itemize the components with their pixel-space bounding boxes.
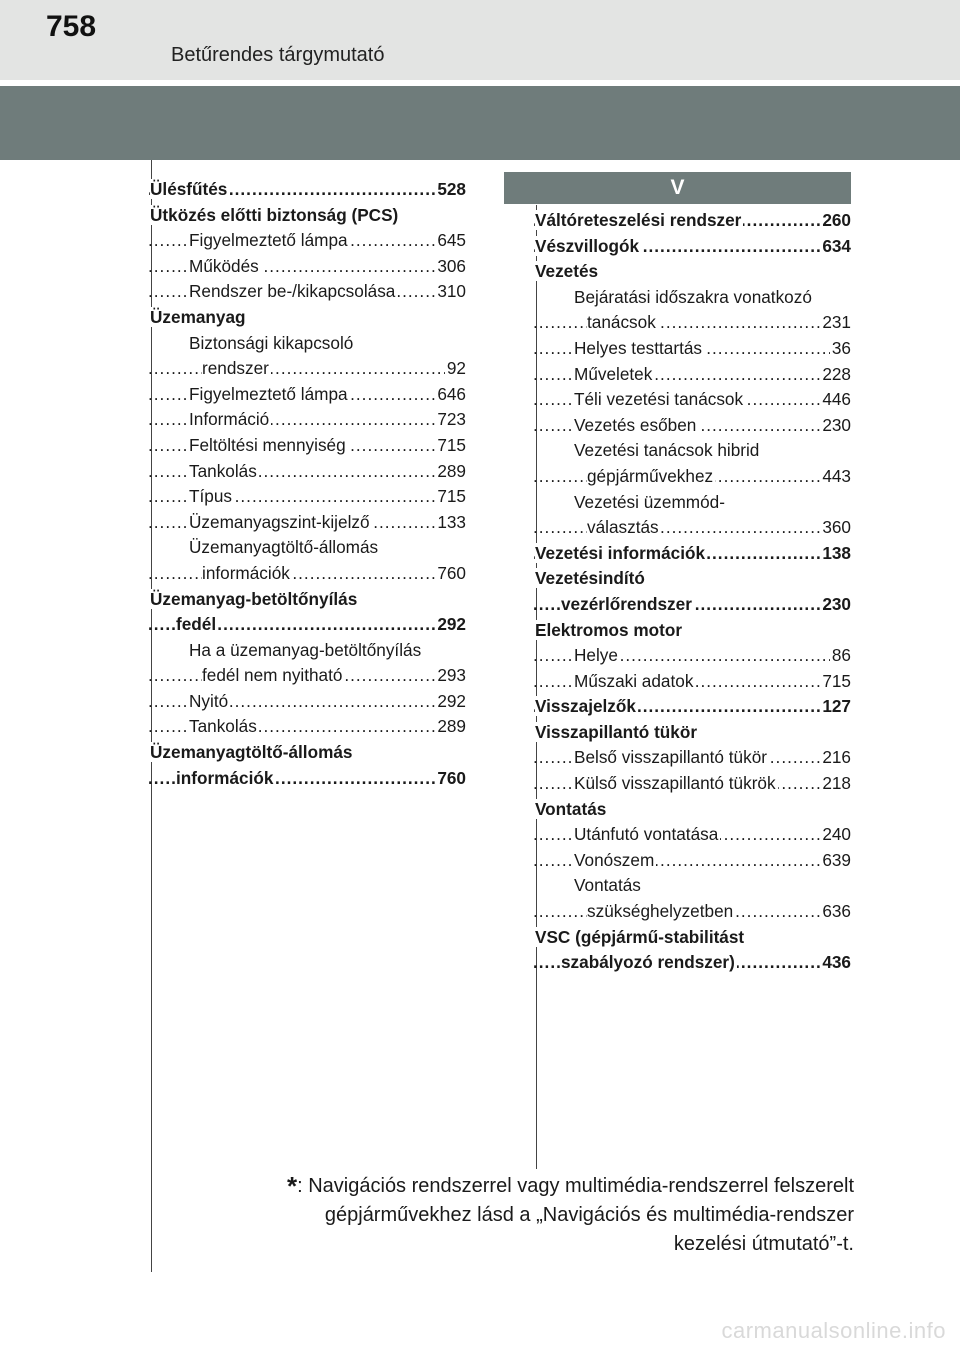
index-entry [533,234,851,260]
index-entry [533,822,851,848]
index-entry [533,310,851,336]
index-entry [533,925,851,951]
index-entry-text: Üzemanyag [150,306,246,327]
index-entry-text: Visszapillantó tükör [535,721,698,742]
index-entry [533,797,851,823]
index-entry-text: Vezetési üzemmód- [574,491,725,512]
index-entry-text: vezérlőrendszer [561,593,692,614]
index-entry [533,848,851,874]
index-entry-page: 436 [820,950,851,976]
index-entry [148,279,466,305]
footnote-line-3: kezelési útmutató”-t. [673,1233,854,1255]
index-entry-text: választás [587,517,659,538]
section-letter: V [670,176,685,199]
index-entry-text: Nyitó [189,690,229,711]
index-entry-text: Biztonsági kikapcsoló [189,332,354,353]
index-entry [533,464,851,490]
index-entry [148,407,466,433]
footnote-text-1: : Navigációs rendszerrel vagy multimédia-rendszerrel felszerelt [297,1175,854,1197]
index-entry-text: Üzemanyagszint-kijelző [189,511,370,532]
index-entry [148,382,466,408]
index-entry-page: 138 [820,541,851,567]
index-entry-page: 133 [435,510,466,536]
index-entry-text: Műveletek [574,363,653,384]
index-entry-text: tanácsok [587,312,656,333]
index-entry [533,771,851,797]
index-entry-text: szabályozó rendszer) [561,952,735,973]
index-entry-page: 715 [435,484,466,510]
index-entry [533,490,851,516]
index-entry [533,438,851,464]
index-entry-text: Belső visszapillantó tükör [574,747,767,768]
index-entry [148,459,466,485]
index-entry [533,515,851,541]
index-entry [148,689,466,715]
index-entry [148,305,466,331]
index-entry-page: 230 [820,413,851,439]
index-entry-text: Ha a üzemanyag-betöltőnyílás [189,639,422,660]
header-band [0,86,960,160]
index-entry [148,638,466,664]
index-entry-page: 127 [820,694,851,720]
index-entry-text: Váltóreteszelési rendszer [535,210,742,230]
index-entry-page: 231 [820,310,851,336]
index-entry-text: Vontatás [574,875,641,896]
index-entry-page: 292 [435,612,466,638]
index-entry-page: 723 [435,407,466,433]
index-entry-text: fedél [176,614,217,635]
index-entry [148,177,466,203]
index-entry-page: 760 [435,766,466,792]
index-entry-page: 293 [435,663,466,689]
section-letter-header [504,172,851,204]
index-entry-text: rendszer [202,358,269,379]
index-entry [533,413,851,439]
index-entry [533,592,851,618]
index-entry-text: Ülésfűtés [150,179,228,199]
index-entry-text: Vezetésindító [535,568,645,589]
index-entry-page: 646 [435,382,466,408]
index-entry [148,510,466,536]
index-entry-page: 639 [820,848,851,874]
index-entry [148,203,466,229]
index-entry-page: 360 [820,515,851,541]
index-entry-text: gépjárművekhez [587,465,714,486]
index-entry [533,694,851,720]
index-entry [533,259,851,285]
index-entry-text: Tankolás [189,716,257,737]
index-entry [148,228,466,254]
index-entry-text: Figyelmeztető lámpa [189,230,348,251]
index-entry [533,362,851,388]
index-entry-page: 292 [435,689,466,715]
footnote [240,1172,854,1259]
index-entry [148,331,466,357]
index-entry [533,745,851,771]
index-entry [533,720,851,746]
index-entry [148,356,466,382]
index-entry [533,566,851,592]
index-entry [148,740,466,766]
index-entry-text: Információ [189,409,270,430]
index-entry [148,587,466,613]
index-left-column [148,177,466,791]
index-entry-text: Bejáratási időszakra vonatkozó [574,286,812,307]
index-entry [148,535,466,561]
index-entry-text: Üzemanyagtöltő-állomás [189,537,379,558]
index-entry-page: 528 [435,177,466,203]
index-entry-page: 289 [435,714,466,740]
page-title: Betűrendes tárgymutató [171,44,385,66]
index-entry [148,254,466,280]
index-entry-text: Vezetési tanácsok hibrid [574,440,760,461]
footnote-marker: * [287,1171,298,1201]
index-entry-text: Ütközés előtti biztonság (PCS) [150,204,399,225]
index-entry-page: 92 [445,356,466,382]
index-entry [533,618,851,644]
top-bar [0,0,960,80]
index-entry-text: VSC (gépjármű-stabilitást [535,926,745,947]
index-entry-text: fedél nem nyitható [202,665,343,686]
index-entry-text: Visszajelzők [535,696,636,717]
index-entry [148,663,466,689]
index-right-column [533,208,851,976]
index-entry-text: Vészvillogók [535,235,640,256]
index-entry-page: 446 [820,387,851,413]
index-entry-text: Utánfutó vontatása [574,824,719,845]
index-entry-text: Helye [574,645,618,666]
index-entry-page: 36 [830,336,851,362]
index-entry [533,873,851,899]
index-entry-text: Feltöltési mennyiség [189,434,346,455]
index-entry-page: 228 [820,362,851,388]
index-entry-text: Figyelmeztető lámpa [189,383,348,404]
index-entry-page: 760 [435,561,466,587]
index-entry-text: információk [176,767,274,788]
index-entry-page: 260 [820,208,851,234]
index-entry-page: 86 [830,643,851,669]
index-entry-page: 645 [435,228,466,254]
index-entry-text: Rendszer be-/kikapcsolása [189,281,396,302]
index-entry [533,541,851,567]
index-entry [533,285,851,311]
index-entry-text: Külső visszapillantó tükrök [574,773,776,794]
page-number: 758 [46,10,97,43]
index-entry-text: Típus [189,486,232,507]
index-entry-text: Üzemanyagtöltő-állomás [150,742,353,763]
watermark: carmanualsonline.info [721,1318,946,1343]
index-entry-page: 634 [820,234,851,260]
index-entry-text: Üzemanyag-betöltőnyílás [150,588,358,609]
index-entry-text: Vezetési információk [535,542,706,563]
index-entry-text: Helyes testtartás [574,337,702,358]
index-entry-text: Vonószem [574,849,655,870]
index-entry [148,561,466,587]
index-entry-text: Működés [189,255,259,276]
index-entry-page: 216 [820,745,851,771]
index-entry [533,208,851,234]
index-entry-page: 636 [820,899,851,925]
index-entry-page: 715 [820,669,851,695]
index-entry [148,433,466,459]
index-entry-page: 218 [820,771,851,797]
index-entry-text: Elektromos motor [535,619,683,640]
footnote-line-1 [240,1172,854,1201]
index-entry-page: 289 [435,459,466,485]
index-entry [533,669,851,695]
index-entry-text: Téli vezetési tanácsok [574,389,744,410]
index-entry-text: Vontatás [535,798,607,819]
index-entry [148,766,466,792]
index-entry [148,714,466,740]
index-entry-page: 310 [435,279,466,305]
index-entry-page: 240 [820,822,851,848]
index-entry-text: Műszaki adatok [574,670,694,691]
index-entry [533,336,851,362]
index-entry [148,612,466,638]
index-entry-page: 443 [820,464,851,490]
index-entry-text: információk [202,562,290,583]
index-entry [533,387,851,413]
index-entry-text: szükséghelyzetben [587,901,734,922]
index-entry [533,899,851,925]
index-entry-text: Vezetés [535,261,599,282]
index-entry-page: 230 [820,592,851,618]
index-entry-page: 715 [435,433,466,459]
index-entry [148,484,466,510]
index-entry-page: 306 [435,254,466,280]
index-entry-text: Tankolás [189,460,257,481]
footnote-line-2: gépjárművekhez lásd a „Navigációs és multimédia-rendszer [324,1204,854,1226]
index-entry [533,643,851,669]
index-entry-text: Vezetés esőben [574,414,697,435]
index-entry [533,950,851,976]
